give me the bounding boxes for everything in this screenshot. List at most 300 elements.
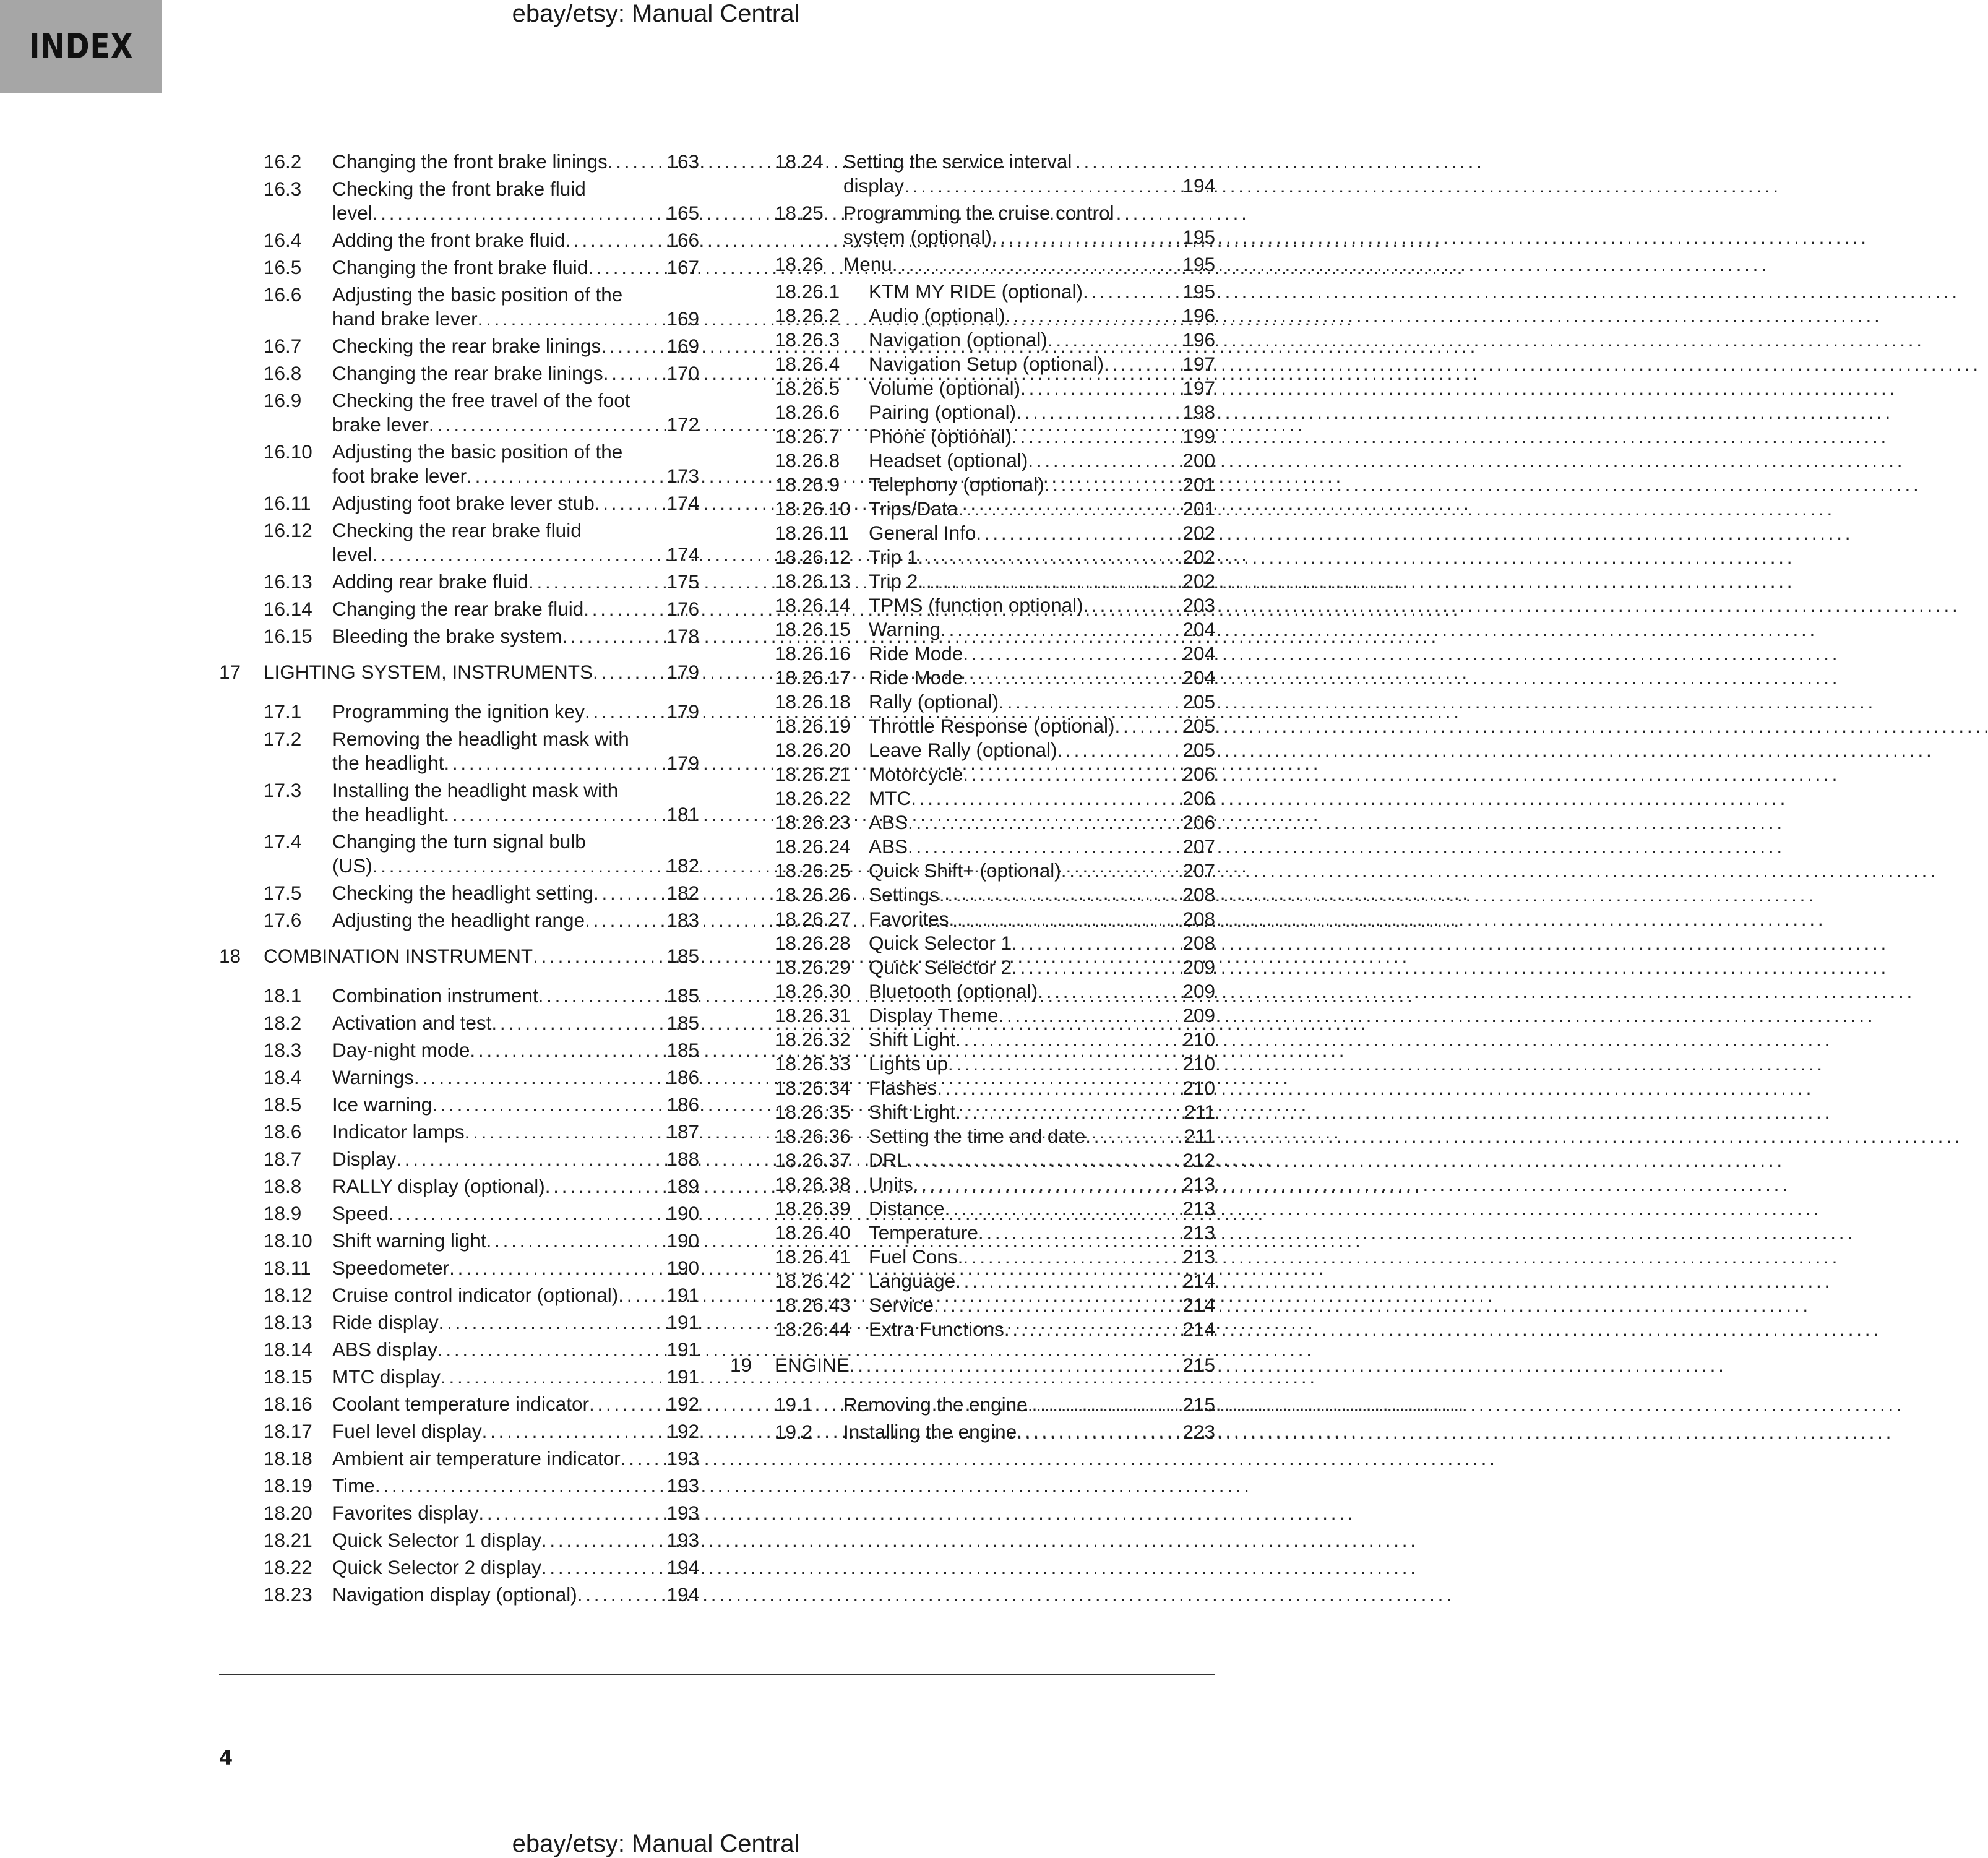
dot-leader <box>608 150 653 174</box>
toc-entry-body <box>869 352 1215 376</box>
dot-leader <box>441 1365 653 1389</box>
toc-entry-number: 18.26.15 <box>775 618 851 640</box>
toc-entry-number: 18.26.14 <box>775 594 851 616</box>
toc-entry-title-line: Setting the service interval <box>843 150 1072 173</box>
toc-entry-page: 181 <box>666 803 699 825</box>
toc-entry-body <box>869 1076 1215 1100</box>
toc-entry-title: Setting the time and date <box>869 1125 1086 1147</box>
toc-entry-page: 207 <box>1182 835 1215 858</box>
toc-entry-last-line <box>869 811 1215 835</box>
toc-entry-page: 187 <box>666 1120 699 1143</box>
toc-entry-title: Favorites <box>869 908 949 930</box>
toc-entry-title: Trip 2 <box>869 570 918 592</box>
toc-entry-last-line <box>869 497 1215 521</box>
toc-entry-number: 18.21 <box>264 1529 312 1551</box>
toc-entry-title-line: Adjusting the basic position of the <box>332 283 623 306</box>
dot-leader <box>566 228 654 252</box>
toc-entry-page: 200 <box>1182 449 1215 471</box>
toc-entry <box>219 1147 699 1171</box>
toc-entry-body <box>332 228 699 252</box>
toc-entry-last-line <box>332 543 699 567</box>
toc-entry-number: 18.8 <box>264 1175 302 1197</box>
toc-entry <box>730 1221 1215 1245</box>
toc-entry-body <box>332 1392 699 1416</box>
toc-entry-title: RALLY display (optional) <box>332 1175 545 1197</box>
toc-entry <box>730 497 1215 521</box>
toc-entry-last-line <box>332 1392 699 1416</box>
toc-entry-body <box>869 569 1215 593</box>
footer-watermark: ebay/etsy: Manual Central <box>512 1830 800 1857</box>
toc-entry-page: 205 <box>1182 739 1215 761</box>
toc-entry-title: Indicator lamps <box>332 1120 465 1143</box>
toc-entry <box>219 727 699 775</box>
toc-entry <box>219 1447 699 1471</box>
toc-entry-number: 18.25 <box>775 202 824 224</box>
toc-entry-title: Ambient air temperature indicator <box>332 1447 621 1469</box>
dot-leader <box>467 464 653 488</box>
toc-entry-title: ENGINE <box>775 1354 850 1376</box>
toc-entry-number: 18 <box>219 945 241 967</box>
dot-leader <box>482 1419 653 1443</box>
toc-entry-body <box>869 521 1215 545</box>
dot-leader <box>955 1269 1169 1293</box>
toc-entry <box>730 150 1215 198</box>
toc-entry-page: 214 <box>1182 1270 1215 1292</box>
dot-leader <box>528 570 653 594</box>
dot-leader <box>603 361 653 385</box>
toc-entry <box>219 150 699 174</box>
toc-entry-last-line <box>332 1528 699 1552</box>
toc-entry <box>219 1419 699 1443</box>
toc-entry-last-line <box>332 1065 699 1090</box>
toc-entry-page: 195 <box>1182 280 1215 303</box>
toc-entry-page: 195 <box>1182 253 1215 275</box>
toc-entry-body <box>332 1528 699 1552</box>
toc-entry-page: 169 <box>666 335 699 357</box>
toc-entry-body <box>869 424 1215 449</box>
dot-leader <box>1083 593 1169 617</box>
toc-entry-body <box>332 256 699 280</box>
dot-leader <box>465 1120 653 1144</box>
toc-entry-body <box>332 830 699 878</box>
toc-entry-body <box>332 440 699 488</box>
toc-entry-body <box>843 252 1215 277</box>
toc-entry-body <box>869 376 1215 400</box>
toc-entry-title: Leave Rally (optional) <box>869 739 1057 761</box>
toc-entry-page: 179 <box>666 661 699 683</box>
toc-entry-number: 18.10 <box>264 1229 312 1252</box>
toc-entry-title: Changing the front brake fluid <box>332 256 588 278</box>
toc-entry-title: MTC display <box>332 1366 441 1388</box>
dot-leader <box>949 907 1169 931</box>
toc-entry-last-line <box>869 545 1215 569</box>
toc-entry-number: 16.12 <box>264 519 312 541</box>
toc-entry <box>219 984 699 1008</box>
toc-entry-number: 18.26.39 <box>775 1197 851 1219</box>
toc-entry-body <box>869 304 1215 328</box>
toc-entry-title: Fuel Cons. <box>869 1245 963 1268</box>
toc-entry-number: 16.7 <box>264 335 302 357</box>
toc-entry <box>730 1269 1215 1293</box>
toc-entry-page: 196 <box>1182 329 1215 351</box>
toc-entry-title: Trip 1 <box>869 546 918 568</box>
toc-entry-page: 190 <box>666 1202 699 1224</box>
toc-entry-body <box>869 786 1215 811</box>
toc-entry-title: Bluetooth (optional) <box>869 980 1038 1002</box>
toc-entry <box>730 376 1215 400</box>
toc-entry-page: 214 <box>1182 1318 1215 1340</box>
toc-entry-title: Display Theme <box>869 1004 999 1026</box>
dot-leader <box>945 1197 1169 1221</box>
dot-leader <box>955 1028 1169 1052</box>
toc-entry-body <box>332 984 699 1008</box>
toc-entry-page: 195 <box>1182 226 1215 248</box>
toc-entry <box>730 424 1215 449</box>
toc-entry-page: 190 <box>666 1257 699 1279</box>
toc-entry-title: Display <box>332 1148 397 1170</box>
toc-entry-title: TPMS (function optional) <box>869 594 1083 616</box>
toc-entry-number: 18.26.12 <box>775 546 851 568</box>
toc-entry-body <box>869 400 1215 424</box>
toc-entry-title: Shift warning light <box>332 1229 486 1252</box>
toc-entry <box>219 570 699 594</box>
toc-entry <box>730 1052 1215 1076</box>
dot-leader <box>432 1093 653 1117</box>
toc-entry-page: 172 <box>666 413 699 436</box>
toc-entry-page: 201 <box>1182 473 1215 496</box>
toc-entry-last-line <box>869 859 1215 883</box>
toc-entry-title: Ride display <box>332 1311 439 1333</box>
toc-entry-last-line <box>869 400 1215 424</box>
toc-entry-last-line <box>869 1028 1215 1052</box>
toc-entry-page: 178 <box>666 625 699 647</box>
toc-entry-number: 18.26.35 <box>775 1101 851 1123</box>
toc-entry-body <box>332 1065 699 1090</box>
toc-entry-body <box>332 1120 699 1144</box>
toc-entry-page: 179 <box>666 700 699 723</box>
toc-entry-title: Day-night mode <box>332 1039 470 1061</box>
toc-entry-page: 203 <box>1182 594 1215 616</box>
dot-leader <box>913 1172 1169 1197</box>
toc-entry-page: 213 <box>1182 1245 1215 1268</box>
toc-entry-page: 191 <box>666 1338 699 1361</box>
toc-entry-last-line <box>869 738 1215 762</box>
toc-entry-number: 18.26.43 <box>775 1294 851 1316</box>
toc-entry-number: 19 <box>730 1354 752 1376</box>
dot-leader <box>918 569 1169 593</box>
toc-entry-title: Coolant temperature indicator <box>332 1393 589 1415</box>
dot-leader <box>976 521 1169 545</box>
toc-entry-body <box>869 449 1215 473</box>
toc-entry-number: 18.6 <box>264 1120 302 1143</box>
dot-leader <box>444 751 653 775</box>
toc-entry-page: 211 <box>1184 1101 1215 1123</box>
toc-entry-body <box>843 150 1215 198</box>
toc-entry-title: Quick Selector 1 <box>869 932 1012 954</box>
dot-leader <box>583 597 653 621</box>
toc-entry-last-line <box>332 1174 699 1198</box>
toc-entry-page: 210 <box>1182 1077 1215 1099</box>
toc-entry-body <box>332 1365 699 1389</box>
toc-entry-title: Flashes <box>869 1077 937 1099</box>
toc-entry-last-line <box>775 1353 1215 1377</box>
toc-entry-last-line <box>332 307 699 331</box>
toc-entry-title: ABS display <box>332 1338 437 1361</box>
toc-entry-title: Units <box>869 1173 913 1195</box>
toc-entry-page: 209 <box>1182 980 1215 1002</box>
toc-entry <box>730 690 1215 714</box>
toc-entry-number: 18.26.38 <box>775 1173 851 1195</box>
toc-entry-last-line <box>332 228 699 252</box>
toc-entry <box>219 1120 699 1144</box>
toc-entry-page: 207 <box>1182 859 1215 882</box>
toc-entry-body <box>332 518 699 567</box>
toc-entry-body <box>332 727 699 775</box>
toc-entry-body <box>869 835 1215 859</box>
toc-entry-body <box>332 1419 699 1443</box>
toc-entry-page: 223 <box>1182 1421 1215 1443</box>
toc-entry-number: 16.2 <box>264 150 302 173</box>
toc-entry-page: 188 <box>666 1148 699 1170</box>
toc-entry <box>730 304 1215 328</box>
toc-entry-last-line <box>869 1293 1215 1317</box>
toc-entry-page: 209 <box>1182 1004 1215 1026</box>
toc-entry-last-line <box>843 174 1215 198</box>
toc-entry-body <box>332 177 699 225</box>
toc-entry-body <box>332 597 699 621</box>
toc-entry-last-line <box>869 666 1215 690</box>
toc-entry-last-line <box>869 1221 1215 1245</box>
toc-entry-last-line <box>869 1100 1215 1124</box>
toc-entry-last-line <box>869 883 1215 907</box>
toc-entry <box>219 361 699 385</box>
toc-entry-last-line <box>869 955 1215 979</box>
toc-entry-last-line <box>332 854 699 878</box>
toc-entry-page: 175 <box>666 570 699 593</box>
toc-entry-title: level <box>332 202 372 224</box>
toc-entry <box>219 1038 699 1062</box>
toc-entry <box>730 400 1215 424</box>
dot-leader <box>444 802 653 827</box>
toc-entry <box>730 280 1215 304</box>
toc-entry-page: 182 <box>666 854 699 877</box>
toc-entry-title: Favorites display <box>332 1502 479 1524</box>
toc-entry-body <box>869 1004 1215 1028</box>
toc-entry <box>730 738 1215 762</box>
toc-entry-title: Trips/Data <box>869 497 958 520</box>
toc-entry-page: 183 <box>666 909 699 931</box>
toc-entry <box>730 1076 1215 1100</box>
toc-entry-page: 213 <box>1182 1173 1215 1195</box>
toc-entry-title: Quick Selector 1 display <box>332 1529 541 1551</box>
toc-entry-last-line <box>332 802 699 827</box>
toc-entry-number: 18.2 <box>264 1012 302 1034</box>
toc-entry-last-line <box>332 464 699 488</box>
toc-entry-page: 194 <box>666 1583 699 1606</box>
dot-leader <box>533 944 653 968</box>
toc-entry-title: system (optional) <box>843 226 992 248</box>
toc-entry-page: 193 <box>666 1474 699 1497</box>
toc-entry-body <box>869 280 1215 304</box>
toc-entry-number: 18.7 <box>264 1148 302 1170</box>
toc-entry-page: 189 <box>666 1175 699 1197</box>
toc-entry <box>219 518 699 567</box>
toc-entry-last-line <box>869 907 1215 931</box>
toc-entry-page: 204 <box>1182 618 1215 640</box>
toc-entry-number: 18.26.26 <box>775 884 851 906</box>
toc-entry-last-line <box>843 1393 1215 1417</box>
dot-leader <box>1044 473 1169 497</box>
toc-entry-last-line <box>332 413 699 437</box>
toc-entry-page: 174 <box>666 492 699 514</box>
toc-entry-number: 18.26.36 <box>775 1125 851 1147</box>
toc-entry-last-line <box>332 1283 699 1307</box>
toc-entry <box>730 593 1215 617</box>
toc-entry-body <box>332 1011 699 1035</box>
toc-entry-number: 18.26.8 <box>775 449 840 471</box>
toc-entry-title: Checking the rear brake linings <box>332 335 601 357</box>
toc-entry-last-line <box>332 1147 699 1171</box>
toc-right-column <box>730 150 1215 1447</box>
dot-leader <box>601 334 653 358</box>
dot-leader <box>593 660 653 684</box>
toc-entry-page: 209 <box>1182 956 1215 978</box>
toc-entry-title: Combination instrument <box>332 984 538 1007</box>
dot-leader <box>389 1202 653 1226</box>
toc-entry-body <box>869 811 1215 835</box>
toc-entry-page: 185 <box>666 945 699 967</box>
toc-entry <box>730 1124 1215 1148</box>
toc-entry-number: 18.12 <box>264 1284 312 1306</box>
dot-leader <box>908 835 1169 859</box>
toc-entry-body <box>332 1093 699 1117</box>
dot-leader <box>918 545 1169 569</box>
toc-entry-title: foot brake lever <box>332 465 467 487</box>
toc-entry <box>730 859 1215 883</box>
dot-leader <box>618 1283 653 1307</box>
toc-chapter-entry <box>219 944 699 968</box>
toc-entry-title: Changing the rear brake linings <box>332 362 603 384</box>
toc-entry-title: Adding the front brake fluid <box>332 229 566 251</box>
toc-entry-last-line <box>332 570 699 594</box>
toc-entry <box>219 1365 699 1389</box>
toc-entry-title: Installing the engine <box>843 1421 1017 1443</box>
toc-entry-last-line <box>332 984 699 1008</box>
toc-entry-page: 185 <box>666 984 699 1007</box>
toc-entry-body <box>332 1147 699 1171</box>
toc-entry-body <box>775 1353 1215 1377</box>
toc-entry-title: Ride Mode <box>869 642 963 664</box>
toc-entry-page: 205 <box>1182 690 1215 713</box>
toc-entry-last-line <box>332 1038 699 1062</box>
toc-entry-body <box>869 979 1215 1004</box>
toc-entry-title: Pairing (optional) <box>869 401 1017 423</box>
toc-entry-body <box>869 1028 1215 1052</box>
toc-entry-body <box>869 1197 1215 1221</box>
toc-entry-number: 18.26.24 <box>775 835 851 858</box>
toc-entry-number: 18.26.10 <box>775 497 851 520</box>
dot-leader <box>588 256 653 280</box>
toc-entry-number: 18.22 <box>264 1556 312 1578</box>
toc-entry-body <box>332 1310 699 1335</box>
toc-entry-number: 18.9 <box>264 1202 302 1224</box>
dot-leader <box>1057 738 1169 762</box>
toc-entry-title: ABS <box>869 811 908 833</box>
toc-entry-last-line <box>869 1052 1215 1076</box>
toc-entry-last-line <box>869 1172 1215 1197</box>
toc-entry <box>730 1004 1215 1028</box>
toc-entry-last-line <box>332 1338 699 1362</box>
toc-entry-last-line <box>264 660 699 684</box>
toc-entry-number: 16.15 <box>264 625 312 647</box>
toc-entry-body <box>869 473 1215 497</box>
toc-entry-number: 18.5 <box>264 1093 302 1116</box>
toc-entry-number: 16.6 <box>264 283 302 306</box>
dot-leader <box>1012 955 1169 979</box>
toc-entry-body <box>869 666 1215 690</box>
toc-entry-title: Quick Shift+ (optional) <box>869 859 1061 882</box>
toc-entry-last-line <box>869 1197 1215 1221</box>
toc-entry-number: 18.18 <box>264 1447 312 1469</box>
toc-entry-last-line <box>332 361 699 385</box>
toc-entry-title-line: Checking the front brake fluid <box>332 178 586 200</box>
toc-entry-page: 191 <box>666 1366 699 1388</box>
toc-entry <box>730 714 1215 738</box>
toc-entry-number: 18.14 <box>264 1338 312 1361</box>
toc-entry-number: 18.26.29 <box>775 956 851 978</box>
toc-entry <box>730 1197 1215 1221</box>
toc-entry-body <box>843 201 1215 249</box>
toc-entry-body <box>869 1124 1215 1148</box>
toc-entry-number: 17.3 <box>264 779 302 801</box>
toc-chapter-entry <box>219 660 699 684</box>
toc-entry-page: 169 <box>666 308 699 330</box>
toc-entry-page: 204 <box>1182 642 1215 664</box>
toc-entry-last-line <box>869 835 1215 859</box>
toc-entry-title: Phone (optional) <box>869 425 1012 447</box>
toc-entry-number: 18.26.37 <box>775 1149 851 1171</box>
toc-entry-number: 18.26.41 <box>775 1245 851 1268</box>
toc-entry-last-line <box>869 762 1215 786</box>
toc-entry-last-line <box>332 1256 699 1280</box>
toc-entry-title: hand brake lever <box>332 308 478 330</box>
toc-entry-last-line <box>869 424 1215 449</box>
toc-entry-title: COMBINATION INSTRUMENT <box>264 945 533 967</box>
toc-entry-page: 179 <box>666 752 699 774</box>
dot-leader <box>963 1245 1169 1269</box>
toc-entry-page: 192 <box>666 1420 699 1442</box>
toc-entry-last-line <box>869 352 1215 376</box>
toc-entry <box>730 473 1215 497</box>
dot-leader <box>541 1528 653 1552</box>
toc-entry-body <box>332 389 699 437</box>
toc-entry-title: Ice warning <box>332 1093 432 1116</box>
toc-entry-last-line <box>869 473 1215 497</box>
dot-leader <box>958 497 1169 521</box>
toc-entry-last-line <box>332 1011 699 1035</box>
toc-entry-title: Checking the headlight setting <box>332 882 594 904</box>
toc-entry-body <box>332 1474 699 1498</box>
toc-entry-title: Removing the engine <box>843 1393 1028 1416</box>
toc-entry-page: 212 <box>1182 1149 1215 1171</box>
toc-entry-body <box>332 1338 699 1362</box>
toc-entry-page: 211 <box>1184 1125 1215 1147</box>
toc-entry <box>730 666 1215 690</box>
toc-entry <box>219 1501 699 1525</box>
toc-entry-title-line: Adjusting the basic position of the <box>332 441 623 463</box>
toc-entry-body <box>332 1447 699 1471</box>
toc-entry-body <box>332 1038 699 1062</box>
